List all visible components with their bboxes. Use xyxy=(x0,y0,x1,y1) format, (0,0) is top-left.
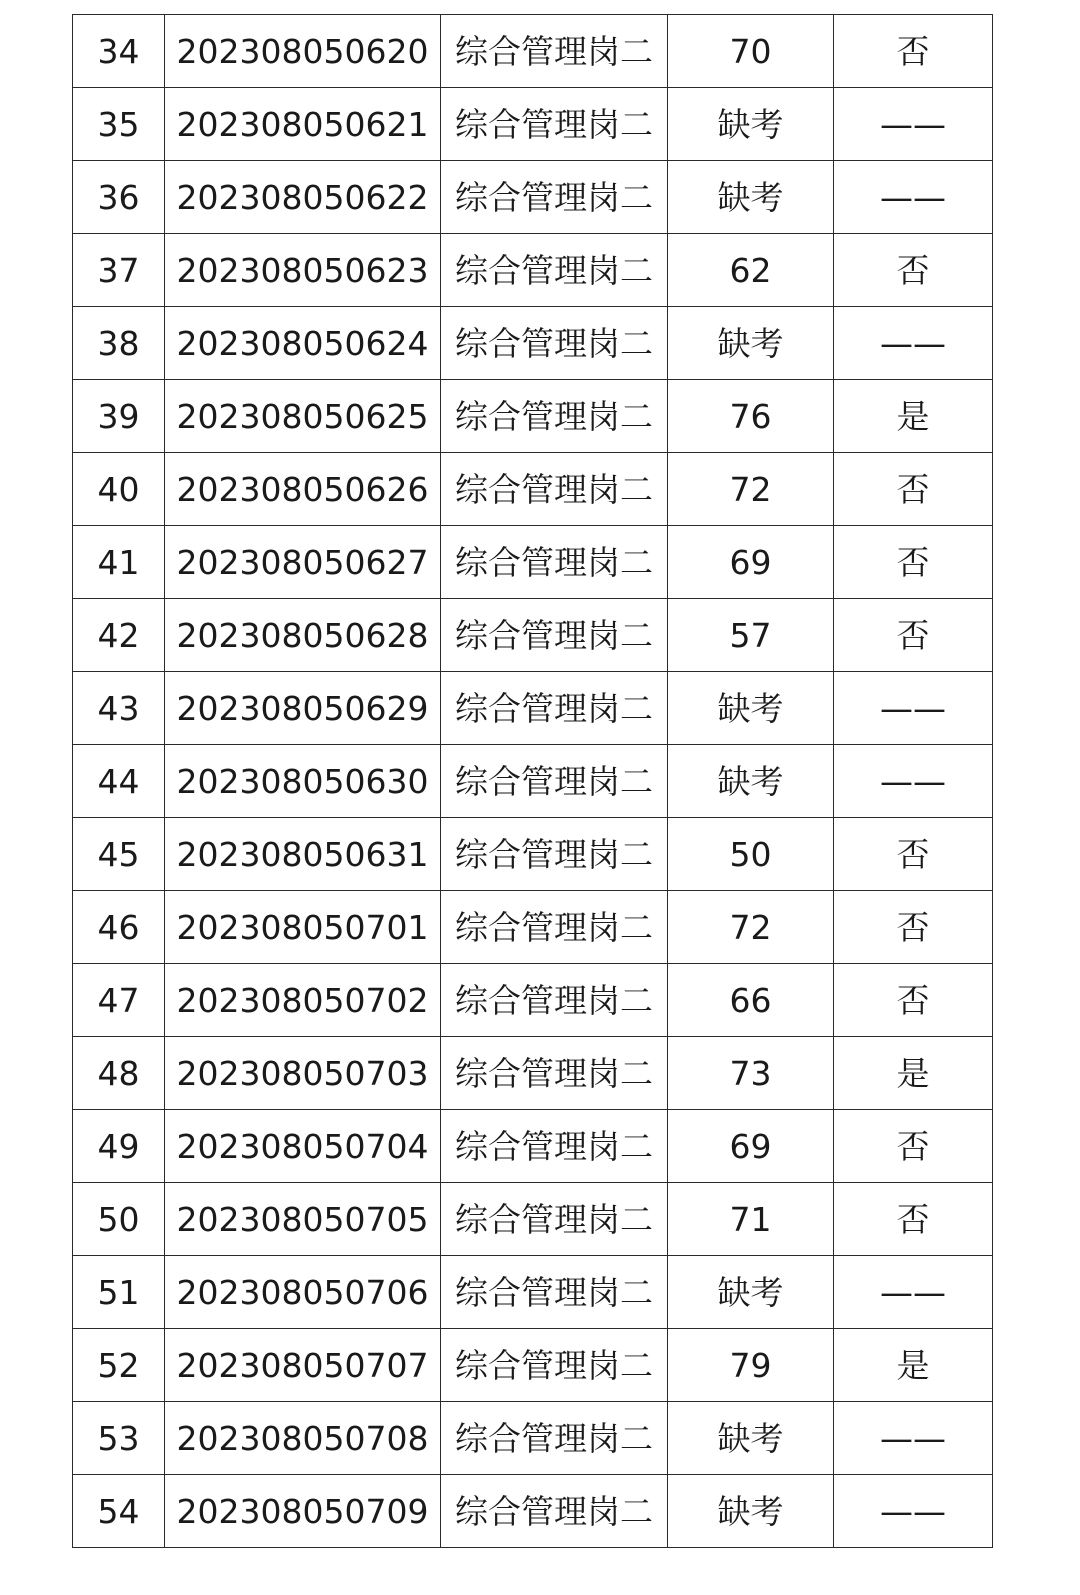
qualification-result: —— xyxy=(834,1402,993,1475)
row-number: 40 xyxy=(73,453,165,526)
position-name: 综合管理岗二 xyxy=(441,161,668,234)
exam-id: 202308050627 xyxy=(165,526,441,599)
table-row xyxy=(73,818,993,891)
score: 57 xyxy=(668,599,834,672)
exam-id: 202308050630 xyxy=(165,745,441,818)
table-row xyxy=(73,1329,993,1402)
exam-id: 202308050704 xyxy=(165,1110,441,1183)
position-name: 综合管理岗二 xyxy=(441,818,668,891)
qualification-result: 否 xyxy=(834,526,993,599)
score: 缺考 xyxy=(668,672,834,745)
position-name: 综合管理岗二 xyxy=(441,599,668,672)
qualification-result: 否 xyxy=(834,1110,993,1183)
row-number: 47 xyxy=(73,964,165,1037)
exam-id: 202308050702 xyxy=(165,964,441,1037)
position-name: 综合管理岗二 xyxy=(441,1183,668,1256)
exam-id: 202308050620 xyxy=(165,15,441,88)
qualification-result: —— xyxy=(834,88,993,161)
score: 50 xyxy=(668,818,834,891)
exam-id: 202308050701 xyxy=(165,891,441,964)
score: 66 xyxy=(668,964,834,1037)
row-number: 51 xyxy=(73,1256,165,1329)
exam-id: 202308050707 xyxy=(165,1329,441,1402)
row-number: 53 xyxy=(73,1402,165,1475)
row-number: 54 xyxy=(73,1475,165,1548)
table-row xyxy=(73,161,993,234)
row-number: 45 xyxy=(73,818,165,891)
row-number: 49 xyxy=(73,1110,165,1183)
score: 69 xyxy=(668,1110,834,1183)
row-number: 52 xyxy=(73,1329,165,1402)
table-row xyxy=(73,1037,993,1110)
position-name: 综合管理岗二 xyxy=(441,15,668,88)
position-name: 综合管理岗二 xyxy=(441,1475,668,1548)
score: 70 xyxy=(668,15,834,88)
table-row xyxy=(73,88,993,161)
table-row xyxy=(73,1183,993,1256)
table-row xyxy=(73,15,993,88)
qualification-result: —— xyxy=(834,672,993,745)
position-name: 综合管理岗二 xyxy=(441,453,668,526)
position-name: 综合管理岗二 xyxy=(441,380,668,453)
exam-id: 202308050631 xyxy=(165,818,441,891)
qualification-result: 否 xyxy=(834,234,993,307)
row-number: 41 xyxy=(73,526,165,599)
position-name: 综合管理岗二 xyxy=(441,234,668,307)
score: 72 xyxy=(668,453,834,526)
row-number: 35 xyxy=(73,88,165,161)
score: 79 xyxy=(668,1329,834,1402)
qualification-result: 否 xyxy=(834,15,993,88)
exam-id: 202308050626 xyxy=(165,453,441,526)
score: 缺考 xyxy=(668,1402,834,1475)
qualification-result: —— xyxy=(834,745,993,818)
qualification-result: 否 xyxy=(834,818,993,891)
score: 73 xyxy=(668,1037,834,1110)
exam-id: 202308050708 xyxy=(165,1402,441,1475)
row-number: 46 xyxy=(73,891,165,964)
exam-id: 202308050709 xyxy=(165,1475,441,1548)
position-name: 综合管理岗二 xyxy=(441,1110,668,1183)
position-name: 综合管理岗二 xyxy=(441,745,668,818)
score: 缺考 xyxy=(668,161,834,234)
row-number: 50 xyxy=(73,1183,165,1256)
score: 缺考 xyxy=(668,1475,834,1548)
qualification-result: 否 xyxy=(834,964,993,1037)
position-name: 综合管理岗二 xyxy=(441,1402,668,1475)
position-name: 综合管理岗二 xyxy=(441,88,668,161)
exam-id: 202308050629 xyxy=(165,672,441,745)
position-name: 综合管理岗二 xyxy=(441,1037,668,1110)
exam-id: 202308050622 xyxy=(165,161,441,234)
row-number: 39 xyxy=(73,380,165,453)
qualification-result: —— xyxy=(834,1475,993,1548)
qualification-result: 否 xyxy=(834,599,993,672)
table-row xyxy=(73,891,993,964)
exam-id: 202308050625 xyxy=(165,380,441,453)
row-number: 43 xyxy=(73,672,165,745)
table-row xyxy=(73,672,993,745)
table-body xyxy=(73,15,993,1548)
exam-id: 202308050621 xyxy=(165,88,441,161)
score: 71 xyxy=(668,1183,834,1256)
table-row xyxy=(73,1110,993,1183)
position-name: 综合管理岗二 xyxy=(441,1329,668,1402)
exam-results-table xyxy=(72,14,993,1548)
qualification-result: 否 xyxy=(834,891,993,964)
table-row xyxy=(73,1475,993,1548)
score: 缺考 xyxy=(668,88,834,161)
score: 缺考 xyxy=(668,307,834,380)
position-name: 综合管理岗二 xyxy=(441,526,668,599)
table-row xyxy=(73,307,993,380)
qualification-result: 是 xyxy=(834,1037,993,1110)
table-row xyxy=(73,380,993,453)
results-table-container xyxy=(72,14,993,1548)
score: 69 xyxy=(668,526,834,599)
table-row xyxy=(73,234,993,307)
table-row xyxy=(73,599,993,672)
table-row xyxy=(73,526,993,599)
score: 62 xyxy=(668,234,834,307)
row-number: 42 xyxy=(73,599,165,672)
score: 缺考 xyxy=(668,1256,834,1329)
qualification-result: 是 xyxy=(834,380,993,453)
row-number: 44 xyxy=(73,745,165,818)
position-name: 综合管理岗二 xyxy=(441,891,668,964)
table-row xyxy=(73,453,993,526)
exam-id: 202308050706 xyxy=(165,1256,441,1329)
table-row xyxy=(73,745,993,818)
table-row xyxy=(73,1402,993,1475)
position-name: 综合管理岗二 xyxy=(441,964,668,1037)
row-number: 37 xyxy=(73,234,165,307)
row-number: 38 xyxy=(73,307,165,380)
qualification-result: 否 xyxy=(834,1183,993,1256)
score: 缺考 xyxy=(668,745,834,818)
score: 76 xyxy=(668,380,834,453)
exam-id: 202308050705 xyxy=(165,1183,441,1256)
row-number: 48 xyxy=(73,1037,165,1110)
row-number: 34 xyxy=(73,15,165,88)
exam-id: 202308050628 xyxy=(165,599,441,672)
qualification-result: —— xyxy=(834,307,993,380)
table-row xyxy=(73,964,993,1037)
exam-id: 202308050623 xyxy=(165,234,441,307)
position-name: 综合管理岗二 xyxy=(441,1256,668,1329)
position-name: 综合管理岗二 xyxy=(441,672,668,745)
exam-id: 202308050703 xyxy=(165,1037,441,1110)
score: 72 xyxy=(668,891,834,964)
qualification-result: —— xyxy=(834,161,993,234)
qualification-result: —— xyxy=(834,1256,993,1329)
row-number: 36 xyxy=(73,161,165,234)
qualification-result: 是 xyxy=(834,1329,993,1402)
exam-id: 202308050624 xyxy=(165,307,441,380)
table-row xyxy=(73,1256,993,1329)
qualification-result: 否 xyxy=(834,453,993,526)
position-name: 综合管理岗二 xyxy=(441,307,668,380)
